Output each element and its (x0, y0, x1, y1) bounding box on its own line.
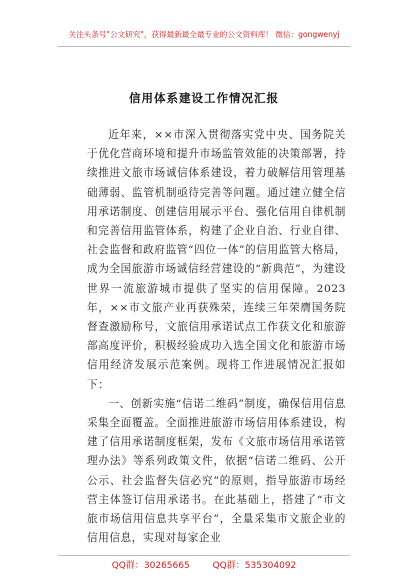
paragraph-intro: 近年来，××市深入贯彻落实党中央、国务院关于优化营商环境和提升市场监管效能的决策部署，持续推进文旅市场诚信体系建设，着力破解信用管理基础薄弱、监管机制亟待完善等问题。通过建立健全信用承诺制度、创建信用展示平台、强化信用自律机制和完善信用监管体系，构建了企业自治、行业自律、社会监督和政府监管“四位一体”的信用监管大格局，成为全国旅游市场诚信经营建设的“新典范”，为建设世界一流旅游城市提供了坚实的信用保障。2023年，××市文旅产业再获殊荣，连续三年荣膺国务院督查激励称号，文旅信用承诺试点工作获文化和旅游部高度评价，积极经验成功入选全国文化和旅游市场信用经济发展示范案例。现将工作进展情况汇报如下： (87, 129, 346, 391)
paragraph-section-one: 一、创新实施“信诺二维码”制度，确保信用信息采集全面覆盖。全面推进旅游市场信用体系建设，构建了信用承诺制度框架，发布《文旅市场信用承诺管理办法》等系列政策文件，依据“信诺二维码、公开公示、社会监督失信必究”的原则，指导旅游市场经营主体签订信用承诺书。在此基础上，搭建了“市文旅市场信用信息共享平台”，全量采集市文旅企业的信用信息，实现对每家企业 (87, 397, 346, 545)
document-title: 信用体系建设工作情况汇报 (129, 91, 279, 105)
footer-divider (58, 555, 350, 556)
top-banner (0, 0, 408, 56)
footer (0, 558, 408, 571)
banner-text: 关注头条号"公文研究"，获得最新最全最专业的公文资料库！ 微信：gongwenyj (68, 30, 340, 39)
qq-group-2: QQ群：535304092 (212, 561, 297, 571)
document-body (87, 126, 346, 548)
header-divider (58, 46, 350, 47)
qq-group-1: QQ群：30265665 (111, 561, 190, 571)
